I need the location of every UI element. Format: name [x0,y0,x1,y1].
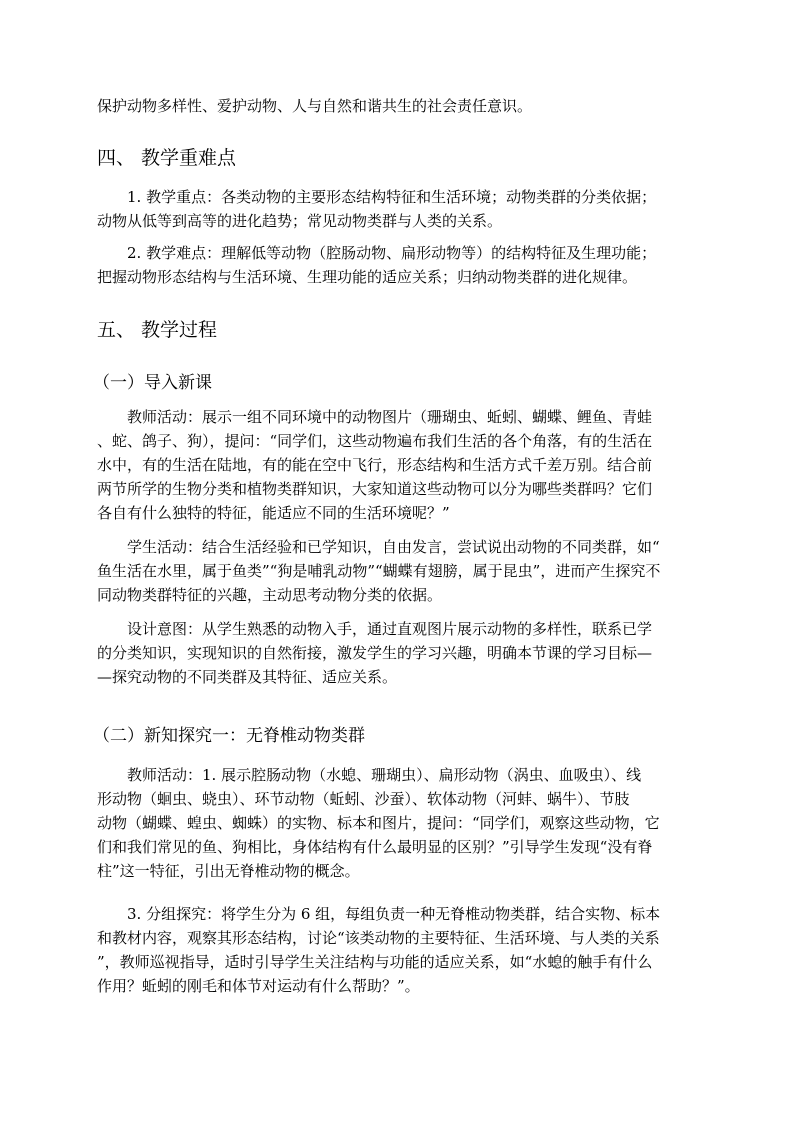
design-line: —探究动物的不同类群及其特征、适应关系。 [97,668,398,686]
teacher-line: 、蛇、鸽子、狗），提问：“同学们，这些动物遍布我们生活的各个角落，有的生活在 [97,432,653,450]
teaching-difficulty-paragraph [97,241,656,289]
design-line: 的分类知识，实现知识的自然衔接，激发学生的学习兴趣，明确本节课的学习目标— [97,644,653,662]
group-line: 作用？蚯蚓的刚毛和体节对运动有什么帮助？”。 [97,977,420,995]
group-line: 3. 分组探究：将学生分为 6 组，每组负责一种无脊椎动物类群，结合实物、标本 [127,905,661,923]
student-line: 同动物类群特征的兴趣，主动思考动物分类的依据。 [97,586,443,604]
focus-line: 动物从低等到高等的进化趋势；常见动物类群与人类的关系。 [97,212,503,230]
difficulty-line: 2. 教学难点：理解低等动物（腔肠动物、扁形动物等）的结构特征及生理功能； [127,244,657,262]
teacher-line: 动物（蝴蝶、蝗虫、蜘蛛）的实物、标本和图片，提问：“同学们，观察这些动物，它 [97,814,660,832]
group-line: ”，教师巡视指导，适时引导学生关注结构与功能的适应关系，如“水螅的触手有什么 [97,953,653,971]
design-line: 设计意图：从学生熟悉的动物入手，通过直观图片展示动物的多样性，联系已学 [127,620,653,638]
teacher-line: 教师活动：展示一组不同环境中的动物图片（珊瑚虫、蚯蚓、蝴蝶、鲤鱼、青蛙 [127,408,653,426]
difficulty-line: 把握动物形态结构与生活环境、生理功能的适应关系；归纳动物类群的进化规律。 [97,268,638,286]
teacher-line: 们和我们常见的鱼、狗相比，身体结构有什么最明显的区别？”引导学生发现“没有脊 [97,838,653,856]
part1-heading: （一）导入新课 [93,373,212,393]
student-line: 学生活动：结合生活经验和已学知识，自由发言，尝试说出动物的不同类群，如“ [127,538,660,556]
teacher-line: 各自有什么独特的特征，能适应不同的生活环境呢？” [97,504,450,522]
teacher-line: 形动物（蛔虫、蛲虫）、环节动物（蚯蚓、沙蚕）、软体动物（河蚌、蜗牛）、节肢 [97,790,630,808]
section5-heading: 五、 教学过程 [97,319,218,341]
part1-teacher-paragraph [97,405,652,525]
teacher-line: 水中，有的生活在陆地，有的能在空中飞行，形态结构和生活方式千差万别。结合前 [97,456,653,474]
section4-heading: 四、 教学重难点 [97,147,237,169]
part1-student-paragraph [97,535,660,607]
part2-teacher-paragraph [97,763,660,883]
intro-line: 保护动物多样性、爱护动物、人与自然和谐共生的社会责任意识。 [97,97,533,115]
focus-line: 1. 教学重点：各类动物的主要形态结构特征和生活环境；动物类群的分类依据； [127,188,657,206]
teacher-line: 柱”这一特征，引出无脊椎动物的概念。 [97,862,360,880]
teacher-line: 教师活动：1. 展示腔肠动物（水螅、珊瑚虫）、扁形动物（涡虫、血吸虫）、线 [127,766,642,784]
group-line: 和教材内容，观察其形态结构，讨论“该类动物的主要特征、生活环境、与人类的关系 [97,929,660,947]
student-line: 鱼生活在水里，属于鱼类”“狗是哺乳动物”“蝴蝶有翅膀，属于昆虫”，进而产生探究不 [97,562,661,580]
part1-design-paragraph [97,617,652,689]
teaching-focus-paragraph [97,185,656,233]
part2-group-paragraph [97,902,660,998]
part2-heading: （二）新知探究一：无脊椎动物类群 [93,726,365,746]
teacher-line: 两节所学的生物分类和植物类群知识，大家知道这些动物可以分为哪些类群吗？它们 [97,480,653,498]
